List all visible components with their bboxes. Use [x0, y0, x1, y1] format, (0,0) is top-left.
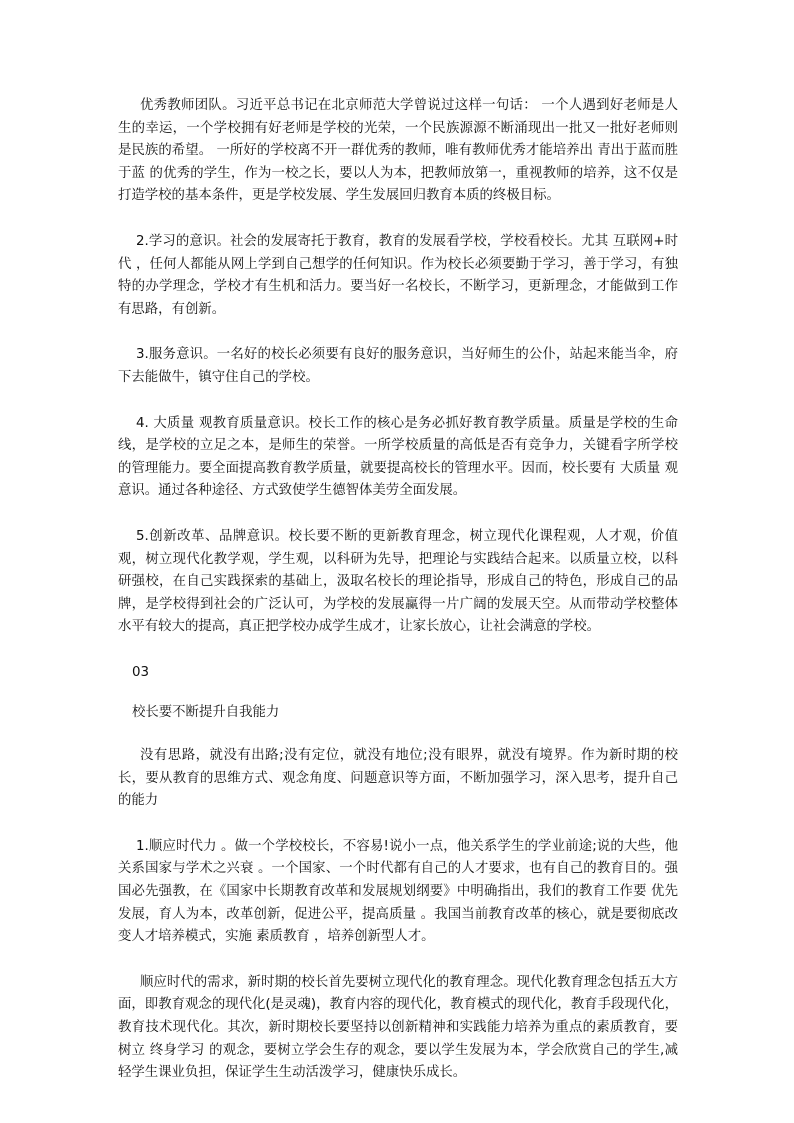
paragraph-learning-awareness: 2.学习的意识。社会的发展寄托于教育，教育的发展看学校，学校看校长。尤其 互联网+时代 ，任何人都能从网上学到自己想学的任何知识。作为校长必须要勤于学习，善于学习，有独特的办学理念，学校才有生机和活力。要当好一名校长，不断学习，更新理念，才能做到工作有思路，有创新。: [118, 233, 678, 317]
section-number: 03: [132, 664, 150, 680]
paragraph-excellent-teachers: 优秀教师团队。习近平总书记在北京师范大学曾说过这样一句话： 一个人遇到好老师是人生的幸运，一个学校拥有好老师是学校的光荣，一个民族源源不断涌现出一批又一批好老师则是民族的希望。 一所好的学校离不开一群优秀的教师，唯有教师优秀才能培养出 青出于蓝而胜于蓝 的优秀的学生，作为一校之长，要以人为本，把教师放第一，重视教师的培养，这不仅是打造学校的基本条件，更是学校发展、学生发展回归教育本质的终极目标。: [118, 98, 678, 204]
paragraph-service-awareness: 3.服务意识。一名好的校长必须要有良好的服务意识，当好师生的公仆，站起来能当伞，府下去能做牛，镇守住自己的学校。: [118, 347, 678, 385]
paragraph-modern-education: 顺应时代的需求，新时期的校长首先要树立现代化的教育理念。现代化教育理念包括五大方面，即教育观念的现代化(是灵魂)，教育内容的现代化，教育模式的现代化，教育手段现代化，教育技术现代化。其次，新时期校长要坚持以创新精神和实践能力培养为重点的素质教育，要树立 终身学习 的观念，要树立学会生存的观念，要以学生发展为本，学会欣赏自己的学生,减轻学生课业负担，保证学生生动活泼学习，健康快乐成长。: [118, 974, 678, 1081]
paragraph-thinking: 没有思路，就没有出路;没有定位，就没有地位;没有眼界，就没有境界。作为新时期的校长，要从教育的思维方式、观念角度、问题意识等方面，不断加强学习，深入思考，提升自己的能力: [118, 748, 678, 809]
paragraph-quality-awareness: 4. 大质量 观教育质量意识。校长工作的核心是务必抓好教育教学质量。质量是学校的生命线，是学校的立足之本，是师生的荣誉。一所学校质量的高低是否有竞争力，关键看字所学校的管理能力。要全面提高教育教学质量，就要提高校长的管理水平。因而，校长要有 大质量 观意识。通过各种途径、方式致使学生德智体美劳全面发展。: [118, 415, 678, 499]
paragraph-innovation-brand: 5.创新改革、品牌意识。校长要不断的更新教育理念，树立现代化课程观，人才观，价值观，树立现代化教学观，学生观，以科研为先导，把理论与实践结合起来。以质量立校，以科研强校，在自己实践探索的基础上，汲取名校长的理论指导，形成自己的特色，形成自己的品牌，是学校得到社会的广泛认可，为学校的发展赢得一片广阔的发展天空。从而带动学校整体水平有较大的提高，真正把学校办成学生成才，让家长放心，让社会满意的学校。: [118, 528, 678, 635]
paragraph-adapt-times: 1.顺应时代力 。做一个学校校长，不容易!说小一点，他关系学生的学业前途;说的大些，他关系国家与学术之兴衰 。一个国家、一个时代都有自己的人才要求，也有自己的教育目的。强国必先强教，在《国家中长期教育改革和发展规划纲要》中明确指出，我们的教育工作要 优先发展，育人为本，改革创新，促进公平，提高质量 。我国当前教育改革的核心，就是要彻底改变人才培养模式，实施 素质教育 ，培养创新型人才。: [118, 838, 678, 945]
section-title: 校长要不断提升自我能力: [132, 705, 280, 721]
document-page: [118, 95, 678, 1108]
